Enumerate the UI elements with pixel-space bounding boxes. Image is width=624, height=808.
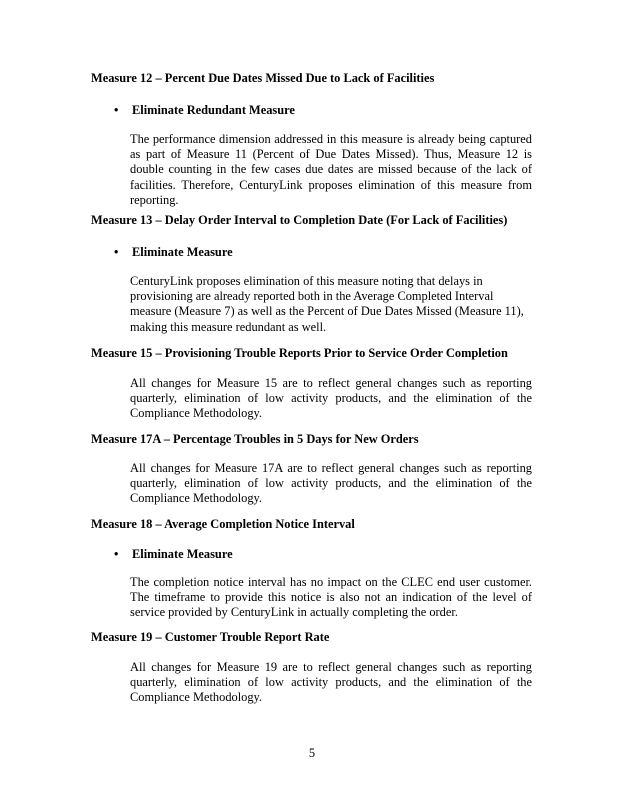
paragraph-line: double counting in the few cases due dates are missed because of the lack of: [130, 162, 532, 177]
bullet-label: Eliminate Measure: [132, 547, 233, 561]
paragraph-line: facilities. Therefore, CenturyLink proposes elimination of this measure from: [130, 177, 532, 192]
bullet-icon: •: [114, 103, 119, 117]
section-heading: Measure 17A – Percentage Troubles in 5 Days for New Orders: [91, 432, 419, 446]
paragraph-line: All changes for Measure 15 are to reflect general changes such as reporting: [130, 376, 532, 390]
section-heading: Measure 19 – Customer Trouble Report Rate: [91, 630, 330, 644]
paragraph-line: quarterly, elimination of low activity products, and the elimination of the: [130, 675, 532, 690]
paragraph-line: as part of Measure 11 (Percent of Due Dates Missed). Thus, Measure 12 is: [130, 147, 532, 162]
section-heading: Measure 18 – Average Completion Notice Interval: [91, 517, 355, 531]
paragraph-line: All changes for Measure 19 are to reflect general changes such as reporting: [130, 660, 532, 674]
paragraph-line: The timeframe to provide this notice is also not an indication of the level of: [130, 590, 532, 605]
paragraph-line: The completion notice interval has no impact on the CLEC end user customer.: [130, 575, 532, 589]
section-heading: Measure 15 – Provisioning Trouble Reports Prior to Service Order Completion: [91, 346, 508, 360]
paragraph-line: CenturyLink proposes elimination of this measure noting that delays in: [130, 274, 483, 288]
paragraph-line: quarterly, elimination of low activity products, and the elimination of the: [130, 391, 532, 406]
paragraph: [130, 274, 532, 335]
paragraph-line: measure (Measure 7) as well as the Percent of Due Dates Missed (Measure 11),: [130, 304, 524, 319]
paragraph: [130, 575, 532, 621]
paragraph-line: Compliance Methodology.: [130, 690, 263, 705]
section-heading: Measure 12 – Percent Due Dates Missed Due to Lack of Facilities: [91, 71, 435, 85]
paragraph-line: Compliance Methodology.: [130, 406, 263, 421]
paragraph-line: making this measure redundant as well.: [130, 319, 327, 334]
section-heading: Measure 13 – Delay Order Interval to Completion Date (For Lack of Facilities): [91, 213, 508, 227]
bullet-label: Eliminate Measure: [132, 245, 233, 259]
paragraph-line: reporting.: [130, 192, 179, 207]
paragraph: [130, 132, 532, 208]
paragraph: [130, 461, 532, 507]
paragraph-line: All changes for Measure 17A are to reflect general changes such as reporting: [130, 461, 532, 475]
bullet-icon: •: [114, 245, 119, 259]
paragraph-line: The performance dimension addressed in this measure is already being captured: [130, 132, 532, 146]
paragraph: [130, 660, 532, 706]
paragraph-line: Compliance Methodology.: [130, 491, 263, 506]
paragraph-line: quarterly, elimination of low activity products, and the elimination of the: [130, 476, 532, 491]
paragraph-line: provisioning are already reported both in the Average Completed Interval: [130, 289, 494, 304]
page-number: 5: [308, 746, 316, 760]
paragraph: [130, 376, 532, 422]
bullet-label: Eliminate Redundant Measure: [132, 103, 295, 117]
bullet-icon: •: [114, 547, 119, 561]
paragraph-line: service provided by CenturyLink in actually completing the order.: [130, 605, 458, 620]
